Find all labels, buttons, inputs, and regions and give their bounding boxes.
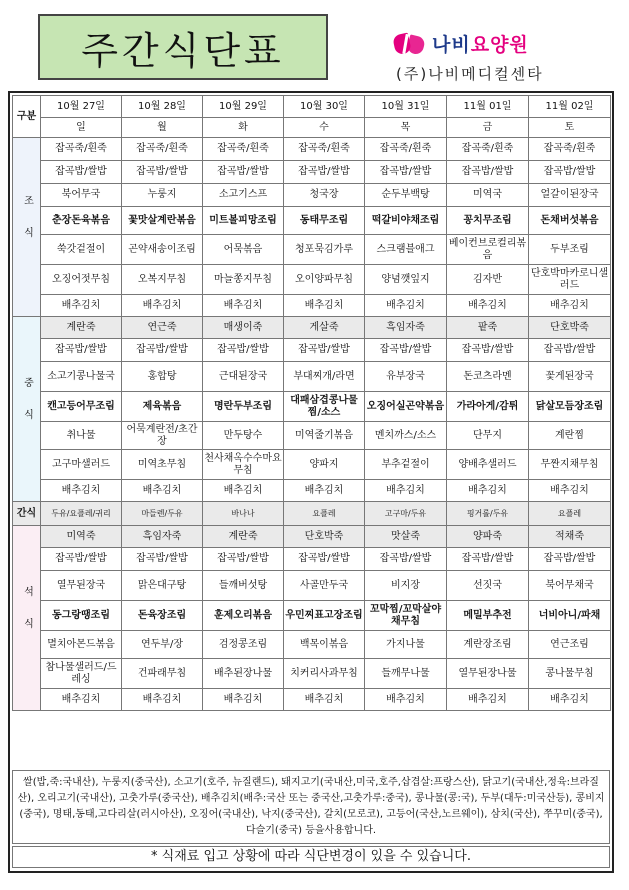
menu-cell: 선짓국	[447, 571, 529, 601]
menu-cell: 잡곡밥/쌀밥	[447, 548, 529, 571]
snack-cell: 요플레	[284, 502, 365, 526]
menu-cell: 배추김치	[529, 689, 611, 711]
menu-cell: 베이컨브로컬리볶음	[447, 235, 529, 265]
menu-cell: 잡곡밥/쌀밥	[529, 161, 611, 184]
menu-cell: 부추겉절이	[365, 450, 447, 480]
porridge-cell: 흑임자죽	[122, 526, 203, 548]
menu-cell: 오징어실곤약볶음	[365, 392, 447, 422]
day-cell: 토	[529, 118, 611, 138]
menu-cell: 배추김치	[41, 689, 122, 711]
menu-cell: 어묵계란전/초간장	[122, 422, 203, 450]
menu-cell: 훈제오리볶음	[203, 601, 284, 631]
menu-cell: 동태무조림	[284, 207, 365, 235]
menu-cell: 부대찌개/라면	[284, 362, 365, 392]
menu-cell: 들깨무나물	[365, 659, 447, 689]
menu-cell: 백목이볶음	[284, 631, 365, 659]
day-cell: 월	[122, 118, 203, 138]
snack-label: 간식	[13, 502, 41, 526]
menu-cell: 고구마샐러드	[41, 450, 122, 480]
menu-cell: 가지나물	[365, 631, 447, 659]
snack-cell: 두유/요플레/귀리	[41, 502, 122, 526]
menu-cell: 잡곡밥/쌀밥	[365, 339, 447, 362]
menu-cell: 돈채버섯볶음	[529, 207, 611, 235]
menu-cell: 배추김치	[284, 480, 365, 502]
menu-cell: 잡곡밥/쌀밥	[284, 161, 365, 184]
day-cell: 수	[284, 118, 365, 138]
menu-cell: 메밀부추전	[447, 601, 529, 631]
porridge-cell: 계란죽	[41, 317, 122, 339]
porridge-cell: 단호박죽	[284, 526, 365, 548]
date-cell: 10월 27일	[41, 96, 122, 118]
menu-cell: 연근조림	[529, 631, 611, 659]
porridge-cell: 양파죽	[447, 526, 529, 548]
menu-cell: 잡곡밥/쌀밥	[447, 339, 529, 362]
menu-cell: 잡곡밥/쌀밥	[41, 339, 122, 362]
menu-cell: 맑은대구탕	[122, 571, 203, 601]
menu-cell: 배추김치	[447, 480, 529, 502]
menu-cell: 참나물샐러드/드레싱	[41, 659, 122, 689]
menu-cell: 오이양파무침	[284, 265, 365, 295]
date-cell: 10월 31일	[365, 96, 447, 118]
menu-cell: 들깨버섯탕	[203, 571, 284, 601]
day-cell: 화	[203, 118, 284, 138]
menu-cell: 양배추샐러드	[447, 450, 529, 480]
menu-cell: 배추김치	[203, 689, 284, 711]
day-cell: 일	[41, 118, 122, 138]
menu-cell: 잡곡밥/쌀밥	[529, 339, 611, 362]
menu-cell: 멘치까스/소스	[365, 422, 447, 450]
snack-cell: 마들렌/두유	[122, 502, 203, 526]
menu-cell: 북어무국	[41, 184, 122, 207]
menu-cell: 잡곡밥/쌀밥	[203, 339, 284, 362]
menu-cell: 떡갈비야채조림	[365, 207, 447, 235]
menu-cell: 잡곡밥/쌀밥	[365, 548, 447, 571]
menu-cell: 잡곡밥/쌀밥	[122, 339, 203, 362]
menu-cell: 배추김치	[365, 295, 447, 317]
date-cell: 11월 02일	[529, 96, 611, 118]
menu-cell: 잡곡밥/쌀밥	[41, 161, 122, 184]
menu-cell: 미역초무침	[122, 450, 203, 480]
menu-cell: 배추김치	[203, 295, 284, 317]
menu-cell: 계란장조림	[447, 631, 529, 659]
porridge-cell: 계란죽	[203, 526, 284, 548]
menu-cell: 연두부/장	[122, 631, 203, 659]
menu-cell: 미트볼피망조림	[203, 207, 284, 235]
date-cell: 10월 29일	[203, 96, 284, 118]
porridge-cell: 미역죽	[41, 526, 122, 548]
menu-cell: 어묵볶음	[203, 235, 284, 265]
menu-cell: 배추김치	[447, 295, 529, 317]
menu-cell: 배추김치	[365, 689, 447, 711]
logo	[394, 30, 529, 57]
menu-cell: 멸치아몬드볶음	[41, 631, 122, 659]
menu-cell: 배추김치	[365, 480, 447, 502]
menu-cell: 김자반	[447, 265, 529, 295]
menu-cell: 배추김치	[284, 689, 365, 711]
menu-cell: 미역줄기볶음	[284, 422, 365, 450]
snack-cell: 요플레	[529, 502, 611, 526]
porridge-cell: 적채죽	[529, 526, 611, 548]
menu-cell: 잡곡밥/쌀밥	[529, 548, 611, 571]
butterfly-icon	[394, 32, 428, 56]
menu-cell: 배추김치	[529, 295, 611, 317]
snack-cell: 핑거롤/두유	[447, 502, 529, 526]
menu-cell: 배추김치	[529, 480, 611, 502]
menu-cell: 열무된장나물	[447, 659, 529, 689]
porridge-cell: 흑임자죽	[365, 317, 447, 339]
menu-cell: 잡곡죽/흰죽	[447, 138, 529, 161]
menu-cell: 배추김치	[122, 689, 203, 711]
origin-info: 쌀(밥,죽:국내산), 누룽지(중국산), 소고기(호주, 뉴질랜드), 돼지고기(국내산,미국,호주,삽겹살:프랑스산), 닭고기(국내산,정육:브라질산), 오리고기(국내산), 고춧가루(중국산), 배추김치(배추:국산 또는 중국산,고춧가루:중국), 콩나물(콩:국), 두부(대두:미국산등), 콩비지(중국), 명태,동태,고다리살(러시아산), 오징어(국내산), 낙지(중국산), 갈치(모로코), 고등어(국산,노르웨이), 삼치(국산), 쭈꾸미(중국), 다슬기(중국) 등을사용합니다.	[12, 770, 610, 844]
menu-cell: 꽁치무조림	[447, 207, 529, 235]
menu-cell: 배추김치	[122, 480, 203, 502]
menu-cell: 양념깻잎지	[365, 265, 447, 295]
menu-cell: 배추김치	[41, 295, 122, 317]
menu-cell: 너비아니/파채	[529, 601, 611, 631]
menu-cell: 두부조림	[529, 235, 611, 265]
menu-cell: 오징어젓무침	[41, 265, 122, 295]
snack-cell: 바나나	[203, 502, 284, 526]
menu-cell: 잡곡밥/쌀밥	[284, 548, 365, 571]
menu-cell: 치커리사과무침	[284, 659, 365, 689]
menu-cell: 검정콩조림	[203, 631, 284, 659]
meal-label: 조식	[13, 138, 41, 317]
menu-cell: 닭살모듬장조림	[529, 392, 611, 422]
menu-cell: 누룽지	[122, 184, 203, 207]
menu-cell: 배추김치	[41, 480, 122, 502]
snack-cell: 고구마/두유	[365, 502, 447, 526]
menu-cell: 잡곡밥/쌀밥	[365, 161, 447, 184]
page-title: 주간식단표	[81, 28, 285, 73]
menu-cell: 계란찜	[529, 422, 611, 450]
menu-cell: 캔고등어무조림	[41, 392, 122, 422]
menu-cell: 천사채옥수수마요무침	[203, 450, 284, 480]
menu-cell: 미역국	[447, 184, 529, 207]
porridge-cell: 팥죽	[447, 317, 529, 339]
menu-cell: 만두탕수	[203, 422, 284, 450]
title-box	[38, 14, 328, 80]
menu-cell: 잡곡밥/쌀밥	[122, 161, 203, 184]
menu-cell: 홍합탕	[122, 362, 203, 392]
menu-cell: 마늘쫑지무침	[203, 265, 284, 295]
porridge-cell: 맛살죽	[365, 526, 447, 548]
porridge-cell: 단호박죽	[529, 317, 611, 339]
menu-cell: 건파래무침	[122, 659, 203, 689]
date-cell: 10월 30일	[284, 96, 365, 118]
menu-cell: 동그랑땡조림	[41, 601, 122, 631]
menu-cell: 배추김치	[447, 689, 529, 711]
menu-cell: 잡곡죽/흰죽	[284, 138, 365, 161]
menu-cell: 단호박마카로니샐러드	[529, 265, 611, 295]
menu-cell: 춘장돈육볶음	[41, 207, 122, 235]
menu-cell: 사골만두국	[284, 571, 365, 601]
menu-cell: 잡곡밥/쌀밥	[447, 161, 529, 184]
menu-cell: 소고기콩나물국	[41, 362, 122, 392]
menu-cell: 잡곡죽/흰죽	[365, 138, 447, 161]
menu-cell: 취나물	[41, 422, 122, 450]
menu-cell: 배추김치	[284, 295, 365, 317]
notice: * 식재료 입고 상황에 따라 식단변경이 있을 수 있습니다.	[12, 846, 610, 868]
menu-cell: 근대된장국	[203, 362, 284, 392]
menu-cell: 꼬막찜/꼬막살야채무침	[365, 601, 447, 631]
menu-cell: 잡곡죽/흰죽	[203, 138, 284, 161]
menu-cell: 대패삼겹콩나물찜/소스	[284, 392, 365, 422]
menu-cell: 청국장	[284, 184, 365, 207]
menu-cell: 소고기스프	[203, 184, 284, 207]
menu-cell: 잡곡밥/쌀밥	[284, 339, 365, 362]
menu-cell: 꽃게된장국	[529, 362, 611, 392]
menu-cell: 스크램블애그	[365, 235, 447, 265]
date-cell: 10월 28일	[122, 96, 203, 118]
menu-cell: 잡곡밥/쌀밥	[122, 548, 203, 571]
menu-cell: 순두부백탕	[365, 184, 447, 207]
menu-cell: 배추김치	[122, 295, 203, 317]
menu-cell: 꽃맛살계란볶음	[122, 207, 203, 235]
menu-cell: 잡곡밥/쌀밥	[203, 161, 284, 184]
menu-cell: 청포묵김가루	[284, 235, 365, 265]
menu-cell: 비지장	[365, 571, 447, 601]
menu-cell: 무짠지채무침	[529, 450, 611, 480]
menu-cell: 배추된장나물	[203, 659, 284, 689]
menu-cell: 돈코츠라멘	[447, 362, 529, 392]
menu-table	[12, 95, 611, 711]
day-cell: 목	[365, 118, 447, 138]
porridge-cell: 연근죽	[122, 317, 203, 339]
menu-cell: 우민찌표고장조림	[284, 601, 365, 631]
header-label: 구분	[13, 96, 41, 138]
menu-cell: 단무지	[447, 422, 529, 450]
menu-cell: 돈육장조림	[122, 601, 203, 631]
menu-cell: 열무된장국	[41, 571, 122, 601]
date-cell: 11월 01일	[447, 96, 529, 118]
menu-cell: 잡곡밥/쌀밥	[41, 548, 122, 571]
menu-cell: 가라아게/감튀	[447, 392, 529, 422]
menu-cell: 잡곡죽/흰죽	[122, 138, 203, 161]
menu-cell: 유부장국	[365, 362, 447, 392]
menu-cell: 잡곡죽/흰죽	[529, 138, 611, 161]
menu-cell: 잡곡죽/흰죽	[41, 138, 122, 161]
logo-name: 나비요양원	[432, 34, 529, 56]
day-cell: 금	[447, 118, 529, 138]
menu-cell: 명란두부조림	[203, 392, 284, 422]
menu-cell: 오복지무침	[122, 265, 203, 295]
menu-cell: 잡곡밥/쌀밥	[203, 548, 284, 571]
menu-cell: 제육볶음	[122, 392, 203, 422]
meal-label: 석식	[13, 526, 41, 711]
menu-cell: 양파지	[284, 450, 365, 480]
porridge-cell: 게살죽	[284, 317, 365, 339]
menu-cell: 배추김치	[203, 480, 284, 502]
menu-cell: 쑥갓겉절이	[41, 235, 122, 265]
meal-label: 중식	[13, 317, 41, 502]
menu-cell: 곤약새송이조림	[122, 235, 203, 265]
menu-cell: 얼갈이된장국	[529, 184, 611, 207]
porridge-cell: 매생이죽	[203, 317, 284, 339]
company-name: (주)나비메디컬센타	[396, 65, 544, 83]
menu-cell: 콩나물무침	[529, 659, 611, 689]
menu-cell: 북어무채국	[529, 571, 611, 601]
